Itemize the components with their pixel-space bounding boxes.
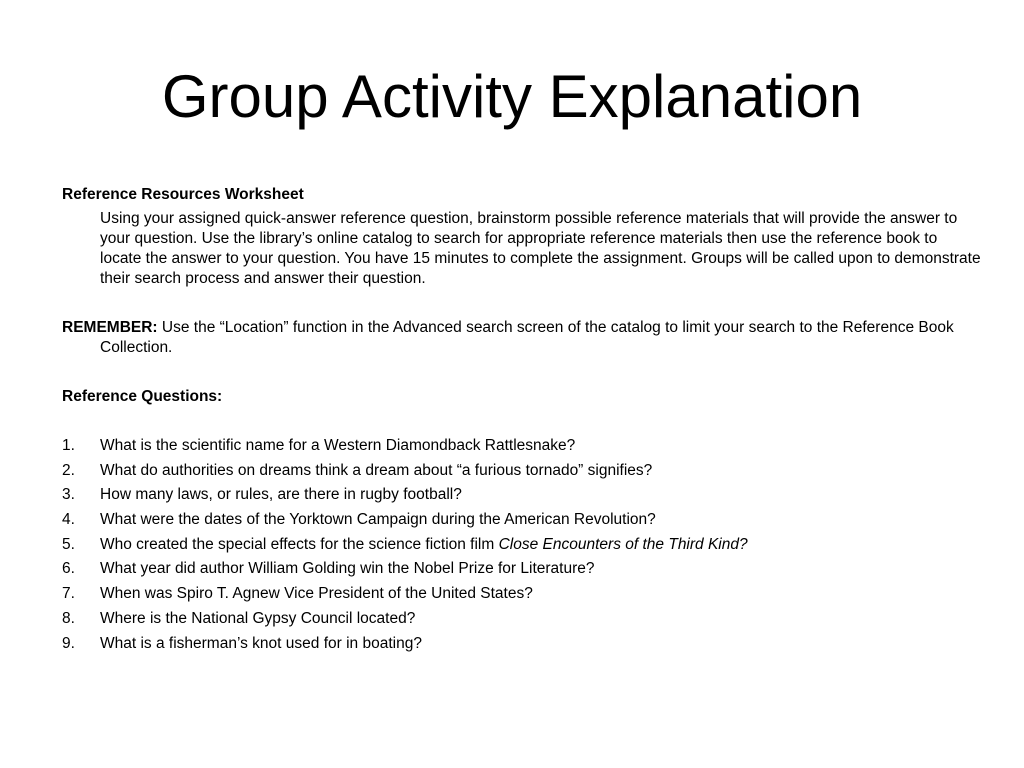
remember-note [62,318,982,358]
remember-text: Use the “Location” function in the Advanced search screen of the catalog to limit your search to the Reference Book Collection. [100,319,954,356]
question-number: 2. [62,461,75,479]
question-item [62,634,982,659]
question-number: 5. [62,535,75,553]
question-number: 7. [62,585,75,603]
question-text: What is a fisherman’s knot used for in boating? [100,634,422,652]
question-text: Where is the National Gypsy Council located? [100,609,416,627]
question-text: What is the scientific name for a Western Diamondback Rattlesnake? [100,437,576,454]
question-text: What do authorities on dreams think a dream about “a furious tornado” signifies? [100,461,653,479]
slide-content [62,185,982,658]
question-number: 3. [62,486,75,504]
question-text: What year did author William Golding win the Nobel Prize for Literature? [100,560,595,578]
question-text: What were the dates of the Yorktown Campaign during the American Revolution? [100,511,656,529]
question-text [100,535,982,555]
question-number: 8. [62,609,75,627]
question-item [62,461,982,486]
slide-title: Group Activity Explanation [161,63,863,130]
question-item [62,535,982,560]
question-item [62,485,982,510]
question-number: 9. [62,634,75,652]
questions-list [62,436,982,658]
questions-heading: Reference Questions: [62,388,223,405]
remember-label: REMEMBER: [62,319,158,336]
question-item [62,436,982,461]
question-number: 4. [62,511,75,529]
question-item [62,584,982,609]
film-title: Close Encounters of the Third Kind? [498,535,748,553]
question-number: 1. [62,437,75,454]
question-text-plain: Who created the special effects for the science fiction film [100,535,499,553]
question-item [62,609,982,634]
question-text: How many laws, or rules, are there in rugby football? [100,486,462,504]
question-item [62,510,982,535]
worksheet-body: Using your assigned quick-answer reference question, brainstorm possible reference materials that will provide the answer to your question. Use the library’s online catalog to search for appropriate reference materials then use the reference book to locate the answer to your question. You have 15 minutes to complete the assignment. Groups will be called upon to demonstrate their search process and answer their question. [100,210,981,287]
question-item [62,559,982,584]
question-text: When was Spiro T. Agnew Vice President of the United States? [100,585,533,603]
question-number: 6. [62,560,75,578]
worksheet-heading: Reference Resources Worksheet [62,186,304,203]
